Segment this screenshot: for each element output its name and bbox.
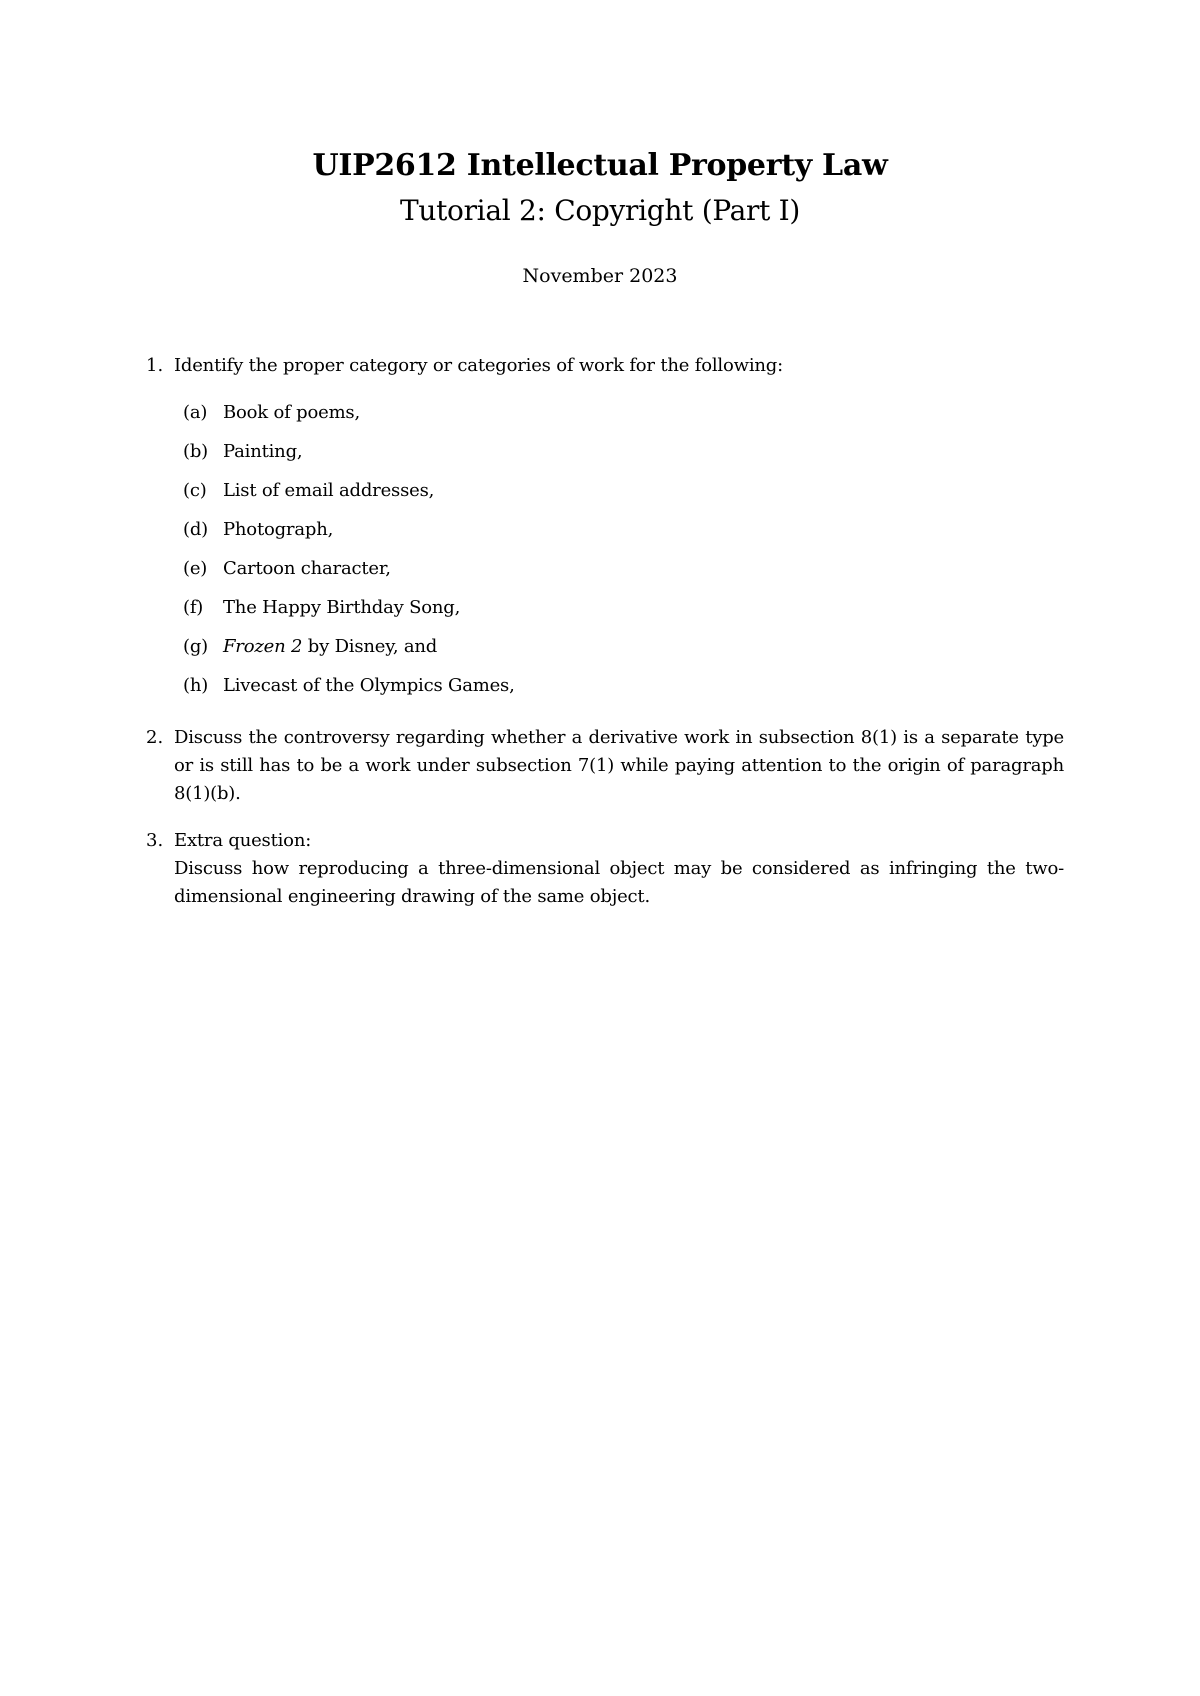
item-text: Cartoon character,	[223, 558, 391, 579]
item-text: The Happy Birthday Song,	[223, 597, 461, 618]
question-2	[146, 724, 1064, 808]
item-text: Book of poems,	[223, 402, 360, 423]
item-text: Livecast of the Olympics Games,	[223, 675, 515, 696]
list-item	[183, 399, 883, 427]
item-label: (h)	[183, 675, 209, 696]
list-item	[183, 516, 883, 544]
item-title-italic: Frozen 2	[223, 636, 303, 657]
question-number: 3.	[146, 830, 164, 851]
question-text: Discuss how reproducing a three-dimensional object may be considered as infringing the two-dimensional engineering drawing of the same object.	[174, 858, 1064, 907]
item-text: List of email addresses,	[223, 480, 435, 501]
question-number: 2.	[146, 727, 164, 748]
item-label: (a)	[183, 402, 208, 423]
item-text: by Disney, and	[302, 636, 438, 657]
question-3	[146, 827, 1064, 911]
question-heading: Extra question:	[174, 830, 312, 851]
item-label: (b)	[183, 441, 208, 462]
item-text: Painting,	[223, 441, 303, 462]
document-title: UIP2612 Intellectual Property Law	[312, 148, 888, 183]
question-number: 1.	[146, 355, 164, 376]
item-label: (g)	[183, 636, 208, 657]
item-label: (f)	[183, 597, 204, 618]
item-label: (e)	[183, 558, 208, 579]
item-label: (d)	[183, 519, 208, 540]
question-1	[146, 352, 1064, 380]
document-date: November 2023	[522, 265, 678, 287]
list-item	[183, 438, 883, 466]
question-text: Identify the proper category or categories of work for the following:	[174, 355, 783, 376]
question-text: Discuss the controversy regarding whether a derivative work in subsection 8(1) is a separate type or is still has to be a work under subsection 7(1) while paying attention to the origin of paragraph 8(1)(b).	[174, 727, 1064, 804]
list-item	[183, 672, 883, 700]
list-item	[183, 555, 883, 583]
item-text: Photograph,	[223, 519, 334, 540]
item-label: (c)	[183, 480, 207, 501]
list-item	[183, 594, 883, 622]
list-item	[183, 633, 883, 661]
document-subtitle: Tutorial 2: Copyright (Part I)	[399, 194, 801, 227]
list-item	[183, 477, 883, 505]
